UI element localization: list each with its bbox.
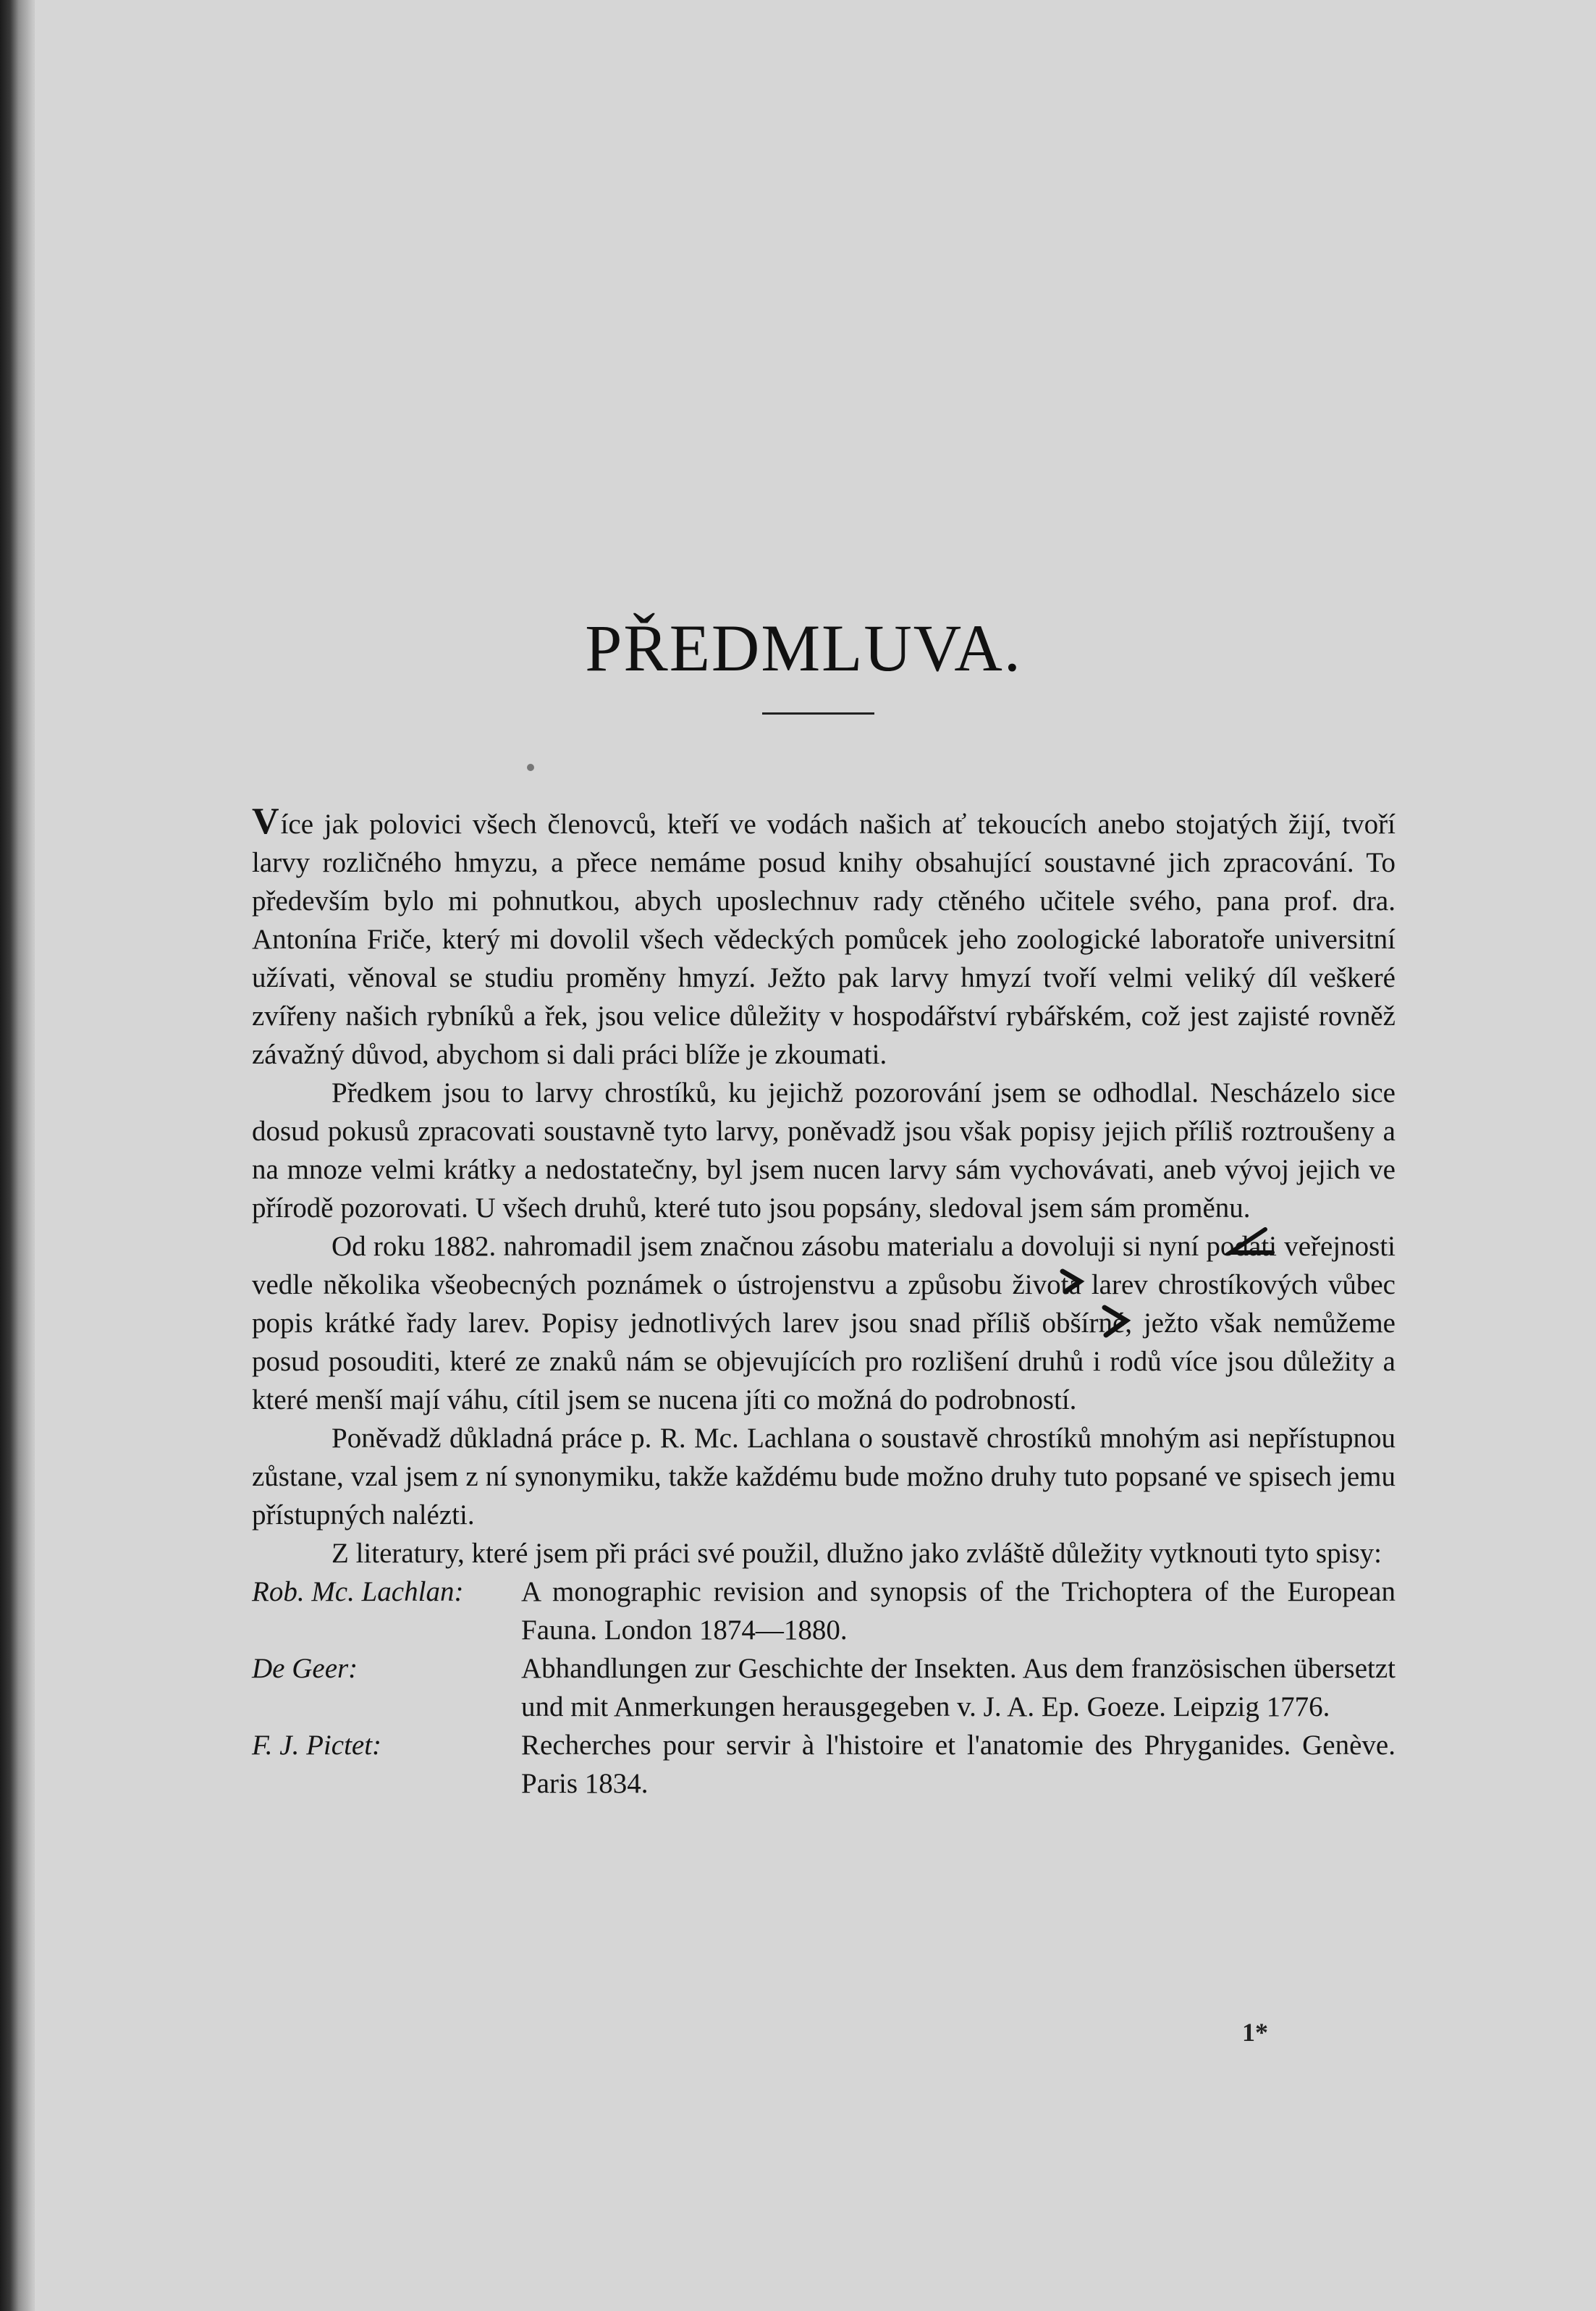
reference-work: Abhandlungen zur Geschichte der Insekten. Aus dem französischen übersetzt und mit Anmerkungen herausgegeben v. J. A. Ep. Goeze. Leipzig 1776. (521, 1653, 1396, 1722)
page-number: 1* (1242, 2018, 1268, 2047)
reference-author: De Geer: (252, 1653, 358, 1684)
paragraph-5: Z literatury, které jsem při práci své použil, dlužno jako zvláště důležity vytknouti tyto spisy: (332, 1538, 1382, 1569)
reference-work: Recherches pour servir à l'histoire et l'anatomie des Phryganides. Genève. Paris 1834. (521, 1730, 1396, 1799)
speck (527, 764, 534, 771)
paragraph-1 (252, 802, 1396, 1074)
reference-author: Rob. Mc. Lachlan: (252, 1576, 464, 1607)
reference-author: F. J. Pictet: (252, 1730, 382, 1761)
reference-work: A monographic revision and synopsis of the Trichoptera of the European Fauna. London 1874—1880. (521, 1576, 1396, 1646)
references-list (252, 1573, 1396, 1803)
body-text (252, 802, 1396, 1803)
title-rule (762, 712, 874, 715)
reference-item (252, 1649, 1396, 1726)
page-title: PŘEDMLUVA. (585, 611, 1022, 685)
paragraph-3: Od roku 1882. nahromadil jsem značnou zásobu materialu a dovoluji si nyní podati veřejnosti vedle několika všeobecných poznámek o ústrojenstvu a způsobu života larev chrostíkových vůbec popis krátké řady larev. Popisy jednotlivých larev jsou snad příliš obšírné, ježto však nemůžeme posud posouditi, které ze znaků nám se objevujících pro rozlišení druhů i rodů více jsou důležity a které menší mají váhu, cítil jsem se nucena jíti co možná do podrobností. (252, 1231, 1396, 1415)
paragraph-text: íce jak polovici všech členovců, kteří ve vodách našich ať tekoucích anebo stojatých žijí, tvoří larvy rozličného hmyzu, a přece nemáme posud knihy obsahující soustavné jich zpracování. To především bylo mi pohnutkou, abych uposlechnuv rady ctěného učitele svého, pana prof. dra. Antonína Friče, který mi dovolil všech vědeckých pomůcek jeho zoologické laboratoře universitní užívati, věnoval se studiu proměny hmyzí. Ježto pak larvy hmyzí tvoří velmi veliký díl veškeré zvířeny našich rybníků a řek, jsou velice důležity v hospodářství rybářském, což jest zajisté rovněž závažný důvod, abychom si dali práci blíže je zkoumati. (252, 809, 1396, 1070)
handwritten-mark-icon (1057, 1267, 1086, 1296)
reference-item (252, 1573, 1396, 1649)
handwritten-mark-icon (1099, 1303, 1135, 1339)
handwritten-mark-icon (1222, 1224, 1287, 1267)
paragraph-2: Předkem jsou to larvy chrostíků, ku jejichž pozorování jsem se odhodlal. Nescházelo sice dosud pokusů zpracovati soustavně tyto larvy, poněvadž jsou však popisy jejich příliš roztroušeny a na mnoze velmi krátky a nedostatečny, byl jsem nucen larvy sám vychovávati, aneb vývoj jejich ve přírodě pozorovati. U všech druhů, které tuto jsou popsány, sledoval jsem sám proměnu. (252, 1077, 1396, 1224)
reference-item (252, 1726, 1396, 1803)
page (35, 0, 1596, 2311)
drop-cap: V (252, 801, 279, 842)
paragraph-4: Poněvadž důkladná práce p. R. Mc. Lachlana o soustavě chrostíků mnohým asi nepřístupnou zůstane, vzal jsem z ní synonymiku, takže každému bude možno druhy tuto popsané ve spisech jemu přístupných nalézti. (252, 1423, 1396, 1531)
